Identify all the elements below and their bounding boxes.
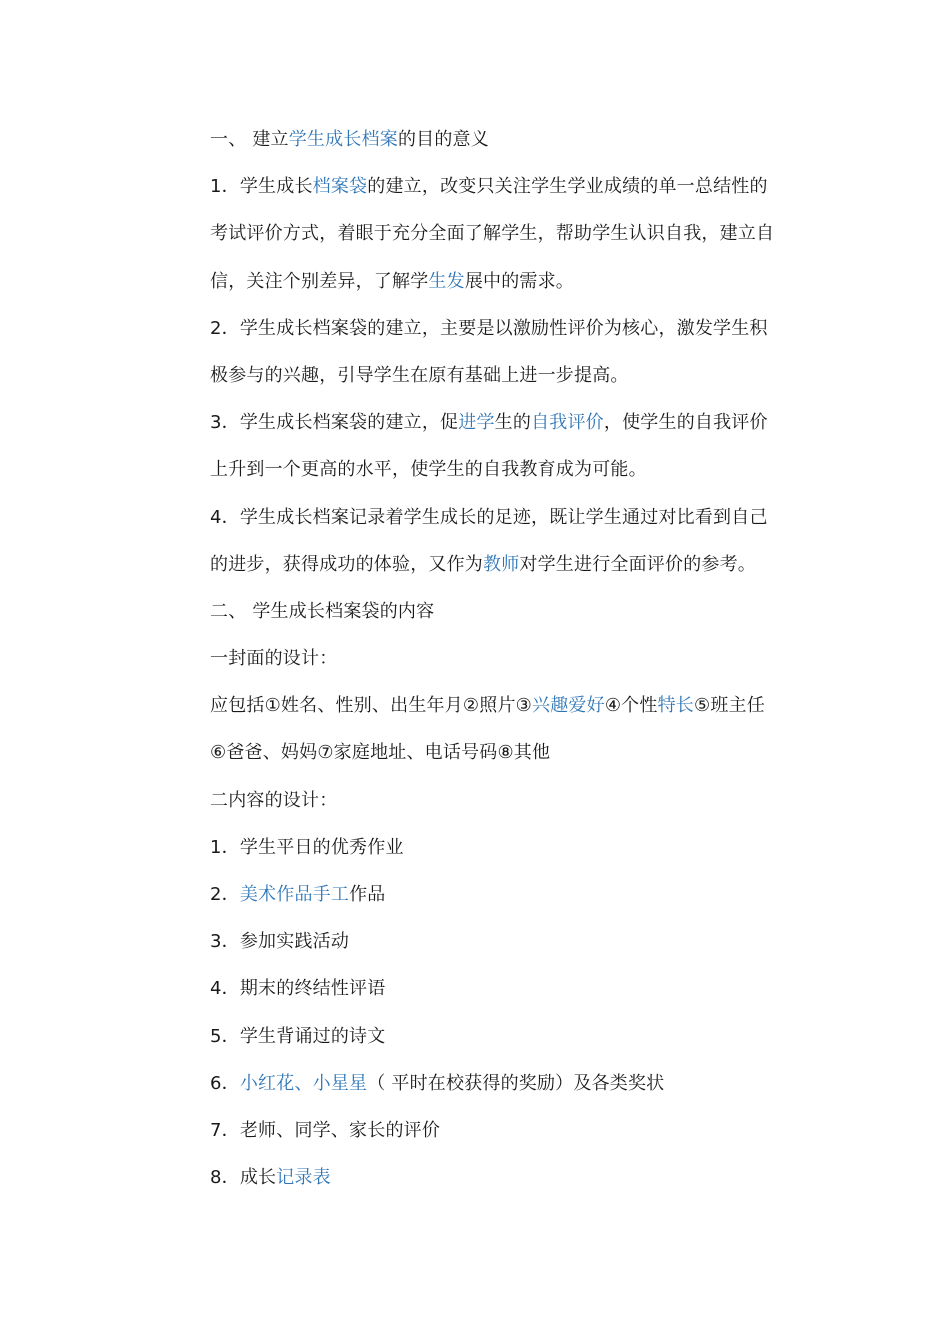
text-run: 3．参加实践活动: [210, 931, 350, 953]
text-run: 一、 建立: [210, 129, 289, 150]
text-line: [210, 682, 810, 729]
text-run: ⑤班主任: [693, 695, 765, 717]
hyperlink[interactable]: 特长: [657, 695, 694, 717]
text-run: 6．: [210, 1072, 240, 1094]
hyperlink[interactable]: 学生成长档案: [288, 129, 398, 150]
hyperlink[interactable]: 兴趣爱好: [532, 695, 605, 717]
document-body: [210, 116, 810, 1201]
text-line: [210, 1154, 810, 1201]
text-run: 考试评价方式，着眼于充分全面了解学生，帮助学生认识自我，建立自: [210, 223, 775, 245]
text-run: 二、 学生成长档案袋的内容: [210, 600, 435, 622]
text-run: 4．期末的终结性评语: [210, 978, 386, 1000]
text-line: [210, 965, 810, 1012]
text-line: [210, 918, 810, 965]
text-line: [210, 210, 810, 257]
text-line: [210, 446, 810, 493]
text-run: ⑥爸爸、妈妈⑦家庭地址、电话号码⑧其他: [210, 742, 551, 764]
text-line: [210, 824, 810, 871]
text-run: （ 平时在校获得的奖励）及各类奖状: [367, 1072, 665, 1094]
text-run: ，使学生的自我评价: [603, 412, 768, 434]
text-run: 二内容的设计：: [210, 789, 338, 811]
hyperlink[interactable]: 记录表: [276, 1167, 331, 1189]
text-run: 1．学生平日的优秀作业: [210, 836, 404, 858]
text-line: [210, 163, 810, 210]
hyperlink[interactable]: 小红花、小星星: [239, 1072, 368, 1094]
text-run: 对学生进行全面评价的参考。: [519, 553, 757, 575]
hyperlink[interactable]: 美术作品手工: [239, 884, 350, 905]
text-line: [210, 305, 810, 352]
text-run: 上升到一个更高的水平，使学生的自我教育成为可能。: [210, 459, 647, 481]
text-line: [210, 1013, 810, 1060]
text-run: 信，关注个别差异，了解学: [210, 270, 429, 292]
text-line: [210, 871, 810, 918]
text-line: [210, 352, 810, 399]
text-line: [210, 588, 810, 635]
text-line: [210, 116, 810, 163]
text-line: [210, 635, 810, 682]
text-run: 的目的意义: [397, 129, 489, 150]
text-run: 的建立，改变只关注学生学业成绩的单一总结性的: [367, 176, 768, 198]
text-run: 7．老师、同学、家长的评价: [210, 1119, 441, 1141]
text-run: 4．学生成长档案记录着学生成长的足迹，既让学生通过对比看到自己: [210, 506, 768, 528]
text-line: [210, 777, 810, 824]
text-run: 生的: [494, 412, 532, 434]
text-run: 8．成长: [210, 1167, 277, 1189]
text-line: [210, 729, 810, 776]
text-line: [210, 541, 810, 588]
text-line: [210, 258, 810, 305]
text-run: 的进步，获得成功的体验，又作为: [210, 553, 483, 575]
hyperlink[interactable]: 进学: [458, 412, 495, 434]
hyperlink[interactable]: 生发: [428, 270, 465, 292]
text-line: [210, 399, 810, 446]
hyperlink[interactable]: 自我评价: [531, 412, 604, 434]
text-run: 作品: [349, 884, 386, 905]
hyperlink[interactable]: 教师: [483, 553, 520, 575]
text-run: 极参与的兴趣，引导学生在原有基础上进一步提高。: [210, 364, 629, 386]
text-run: 2．学生成长档案袋的建立，主要是以激励性评价为核心，激发学生积: [210, 317, 768, 339]
hyperlink[interactable]: 档案袋: [312, 176, 368, 198]
text-line: [210, 1060, 810, 1107]
text-run: 5．学生背诵过的诗文: [210, 1025, 386, 1047]
text-run: 一封面的设计：: [210, 648, 338, 670]
text-run: 3．学生成长档案袋的建立，促: [210, 412, 459, 434]
text-line: [210, 494, 810, 541]
text-run: ④个性: [604, 695, 658, 717]
text-run: 2．: [210, 884, 240, 905]
text-line: [210, 1107, 810, 1154]
text-run: 展中的需求。: [464, 270, 575, 292]
text-run: 应包括①姓名、性别、出生年月②照片③: [210, 695, 533, 717]
text-run: 1．学生成长: [210, 176, 313, 198]
